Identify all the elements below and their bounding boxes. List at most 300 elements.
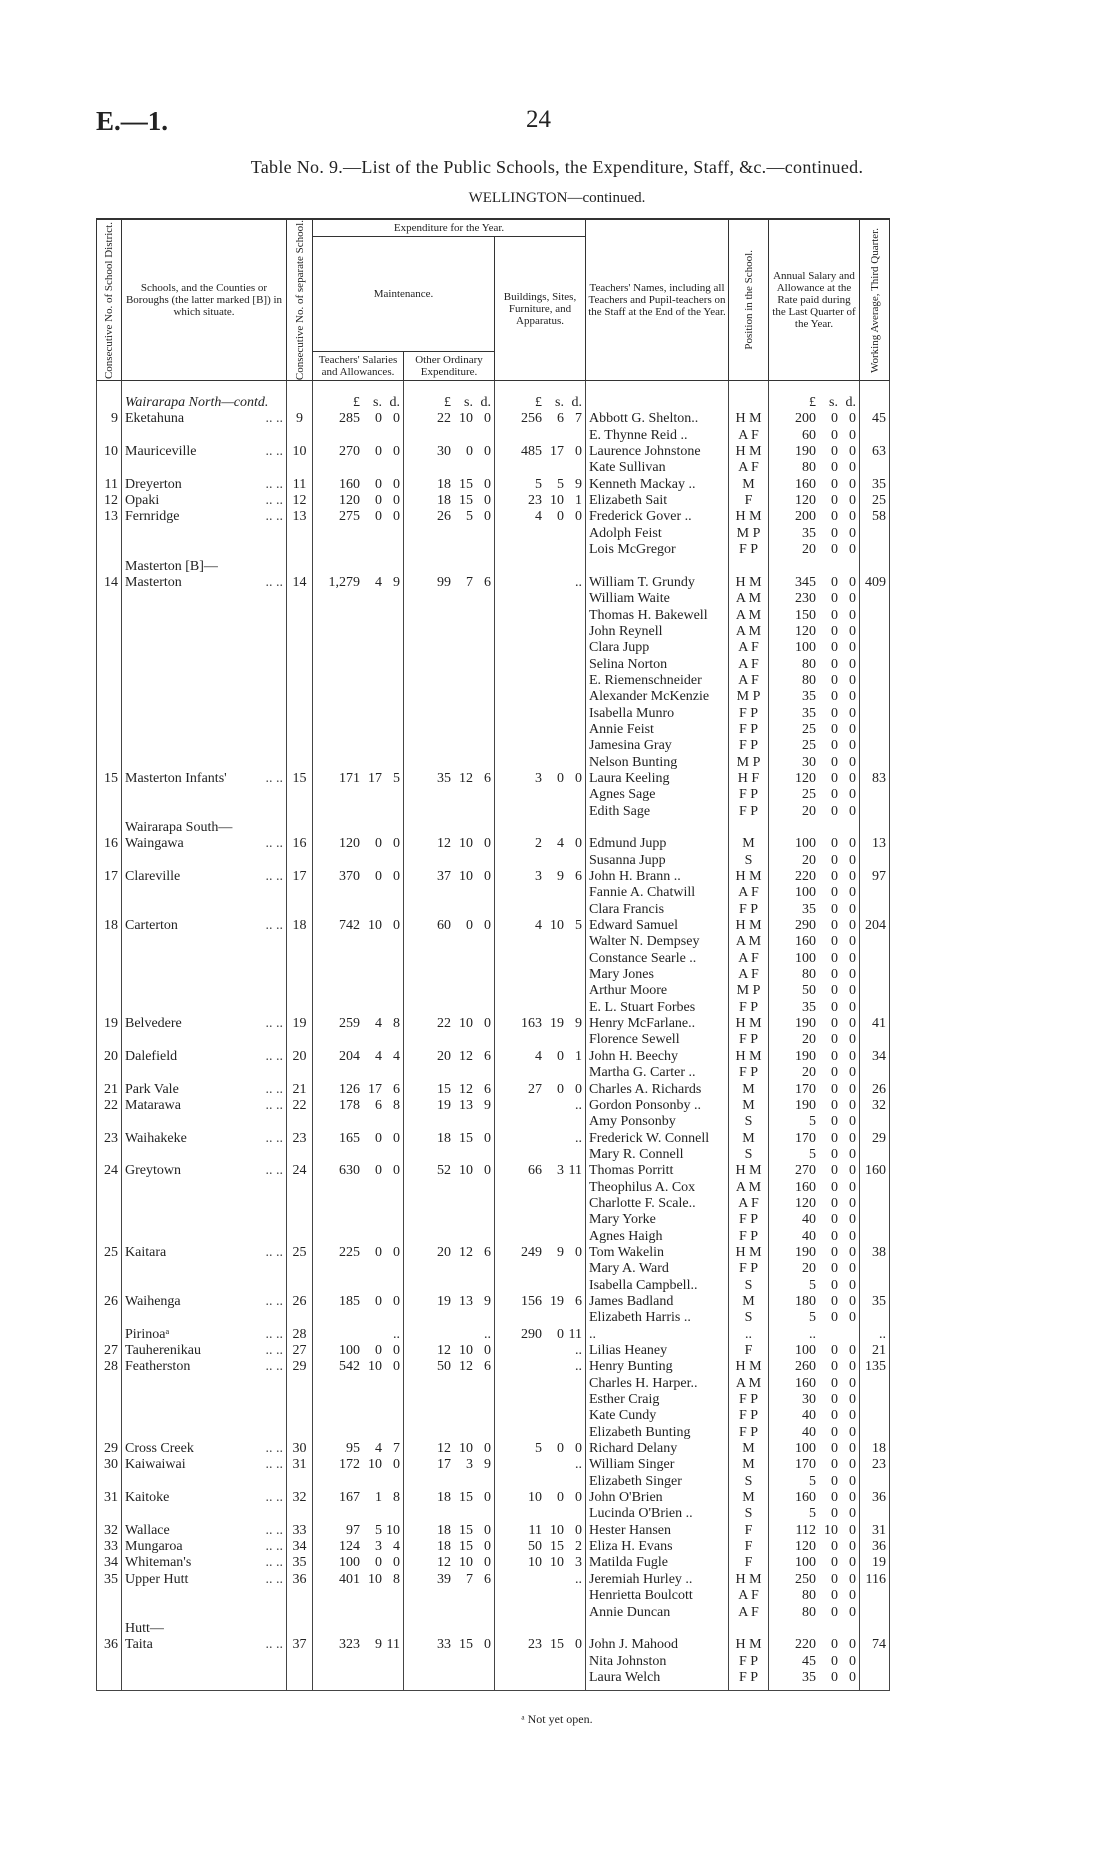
salary-pounds: 20 bbox=[802, 1065, 816, 1081]
separate-school-number: 12 bbox=[292, 493, 307, 509]
table-row bbox=[97, 1294, 890, 1327]
salary-shillings: 0 bbox=[831, 656, 838, 672]
salary-pence: 0 bbox=[849, 885, 856, 901]
salary-shillings: 0 bbox=[831, 476, 838, 492]
salary-shillings: 0 bbox=[831, 460, 838, 476]
salary-pence: 0 bbox=[849, 444, 856, 460]
teacher-position: F bbox=[744, 493, 753, 509]
table-row bbox=[97, 575, 890, 771]
salary-pence: 0 bbox=[849, 1048, 856, 1064]
teacher-position: F P bbox=[738, 738, 759, 754]
amount-pounds: 12 bbox=[437, 1441, 451, 1457]
amount-pence: 0 bbox=[393, 1163, 400, 1179]
salary-pounds: 190 bbox=[795, 1097, 816, 1113]
amount-pence: 9 bbox=[393, 574, 400, 590]
separate-school-number: 34 bbox=[292, 1539, 307, 1555]
leader-dots: .. .. bbox=[265, 1326, 283, 1342]
amount-shillings: 4 bbox=[375, 1441, 382, 1457]
leader-dots: .. .. bbox=[265, 574, 283, 590]
salary-shillings: 0 bbox=[831, 1408, 838, 1424]
teacher-position: F P bbox=[738, 1669, 759, 1685]
salary-pence: 0 bbox=[849, 1130, 856, 1146]
amount-pence: 9 bbox=[484, 1457, 491, 1473]
leader-dots: .. .. bbox=[265, 1048, 283, 1064]
working-average: 83 bbox=[872, 770, 886, 786]
leader-dots: .. .. bbox=[265, 509, 283, 525]
unit-shilling: s. bbox=[464, 395, 473, 411]
amount-pounds: 225 bbox=[339, 1244, 360, 1260]
leader-dots: .. .. bbox=[265, 1016, 283, 1032]
salary-pence: 0 bbox=[849, 770, 856, 786]
salary-pence: 0 bbox=[849, 542, 856, 558]
amount-shillings: 0 bbox=[466, 444, 473, 460]
salary-pounds: 20 bbox=[802, 542, 816, 558]
salary-pence: 0 bbox=[849, 1016, 856, 1032]
amount-pence: 0 bbox=[484, 869, 491, 885]
amount-pounds: 18 bbox=[437, 1130, 451, 1146]
amount-shillings: 13 bbox=[459, 1097, 473, 1113]
amount-shillings: 4 bbox=[375, 574, 382, 590]
amount-pence: 5 bbox=[575, 918, 582, 934]
working-average: 38 bbox=[872, 1244, 886, 1260]
unit-pound: £ bbox=[353, 395, 360, 411]
teacher-name: Clara Francis bbox=[589, 901, 665, 917]
salary-shillings: 0 bbox=[831, 754, 838, 770]
salary-shillings: 0 bbox=[831, 1588, 838, 1604]
amount-shillings: 0 bbox=[375, 836, 382, 852]
salary-pence: 0 bbox=[849, 836, 856, 852]
amount-shillings: 0 bbox=[375, 509, 382, 525]
amount-pounds: 156 bbox=[521, 1293, 542, 1309]
separate-school-number: 35 bbox=[292, 1555, 307, 1571]
school-name: Taita bbox=[125, 1637, 153, 1653]
leader-dots: .. .. bbox=[265, 836, 283, 852]
salary-pence: 0 bbox=[849, 1228, 856, 1244]
teacher-position: H M bbox=[735, 444, 762, 460]
separate-school-number: 10 bbox=[292, 444, 307, 460]
amount-pence: 5 bbox=[393, 770, 400, 786]
separate-school-number: 23 bbox=[292, 1130, 307, 1146]
salary-pounds: 112 bbox=[795, 1522, 816, 1538]
working-average: 35 bbox=[872, 1293, 886, 1309]
salary-shillings: 0 bbox=[831, 640, 838, 656]
teacher-position: A M bbox=[735, 607, 762, 623]
table-row bbox=[97, 444, 890, 477]
teacher-position: F P bbox=[738, 1261, 759, 1277]
teacher-name: Adolph Feist bbox=[589, 525, 662, 541]
teacher-position: F P bbox=[738, 1408, 759, 1424]
amount-shillings: 9 bbox=[557, 1244, 564, 1260]
salary-pounds: 35 bbox=[802, 705, 816, 721]
amount-pence: 6 bbox=[484, 574, 491, 590]
amount-shillings: 15 bbox=[550, 1539, 564, 1555]
teacher-name: Florence Sewell bbox=[589, 1032, 680, 1048]
school-name: Kaiwaiwai bbox=[125, 1457, 186, 1473]
amount-pounds: 22 bbox=[437, 1016, 451, 1032]
teacher-name: Kenneth Mackay .. bbox=[589, 476, 696, 492]
teacher-name: Frederick Gover .. bbox=[589, 509, 692, 525]
unit-pound: £ bbox=[535, 395, 542, 411]
salary-pounds: 40 bbox=[802, 1228, 816, 1244]
school-name: Belvedere bbox=[125, 1016, 182, 1032]
leader-dots: .. .. bbox=[265, 1457, 283, 1473]
separate-school-number: 24 bbox=[292, 1163, 307, 1179]
amount-pence: 4 bbox=[393, 1539, 400, 1555]
working-average: 36 bbox=[872, 1539, 886, 1555]
teacher-position: A M bbox=[735, 1375, 762, 1391]
teacher-position: A M bbox=[735, 1179, 762, 1195]
amount-pence: 0 bbox=[484, 918, 491, 934]
teacher-position: H M bbox=[735, 918, 762, 934]
teacher-position: F P bbox=[738, 787, 759, 803]
amount-pounds: 160 bbox=[339, 476, 360, 492]
school-name: Kaitoke bbox=[125, 1490, 170, 1506]
salary-pence: 0 bbox=[849, 689, 856, 705]
amount-pounds: 23 bbox=[528, 493, 542, 509]
col-district-header: Consecutive No. of School District. bbox=[97, 219, 122, 381]
salary-shillings: 0 bbox=[831, 950, 838, 966]
amount-pounds: 100 bbox=[339, 1343, 360, 1359]
district-number: 30 bbox=[104, 1457, 118, 1473]
teacher-name: Mary Yorke bbox=[589, 1212, 656, 1228]
district-number: 13 bbox=[104, 509, 118, 525]
amount-pence: 0 bbox=[484, 1343, 491, 1359]
teacher-position: M bbox=[742, 1130, 755, 1146]
teacher-position: M P bbox=[736, 689, 761, 705]
amount-shillings: 15 bbox=[459, 1522, 473, 1538]
amount-pounds: 485 bbox=[521, 444, 542, 460]
amount-shillings: 0 bbox=[375, 869, 382, 885]
table-row bbox=[97, 836, 890, 869]
amount-shillings: 13 bbox=[459, 1293, 473, 1309]
amount-shillings: 1 bbox=[375, 1490, 382, 1506]
teacher-position: H M bbox=[735, 1163, 762, 1179]
unit-pound: £ bbox=[809, 395, 816, 411]
amount-shillings: 4 bbox=[375, 1016, 382, 1032]
separate-school-number: 11 bbox=[292, 476, 307, 492]
teacher-name: Agnes Sage bbox=[589, 787, 656, 803]
district-number: 11 bbox=[104, 476, 118, 492]
salary-shillings: 0 bbox=[831, 901, 838, 917]
district-number: 12 bbox=[104, 493, 118, 509]
amount-pence: 9 bbox=[484, 1097, 491, 1113]
table-row bbox=[97, 1490, 890, 1523]
salary-pounds: 80 bbox=[802, 672, 816, 688]
salary-shillings: 0 bbox=[831, 770, 838, 786]
salary-pounds: 40 bbox=[802, 1408, 816, 1424]
teacher-name: Nita Johnston bbox=[589, 1653, 667, 1669]
salary-pence: 0 bbox=[849, 1653, 856, 1669]
salary-pence: 0 bbox=[849, 1293, 856, 1309]
separate-school-number: 30 bbox=[292, 1441, 307, 1457]
salary-shillings: 0 bbox=[831, 1146, 838, 1162]
teacher-name: Elizabeth Bunting bbox=[589, 1424, 691, 1440]
amount-pence: 0 bbox=[484, 493, 491, 509]
salary-pounds: 100 bbox=[795, 1343, 816, 1359]
district-number: 24 bbox=[104, 1163, 118, 1179]
teacher-position: A F bbox=[738, 656, 759, 672]
salary-shillings: 0 bbox=[831, 1604, 838, 1620]
salary-pence: 0 bbox=[849, 1310, 856, 1326]
salary-pence: 0 bbox=[849, 1212, 856, 1228]
salary-pounds: 100 bbox=[795, 640, 816, 656]
working-average: 13 bbox=[872, 836, 886, 852]
amount-pounds: 167 bbox=[339, 1490, 360, 1506]
amount-pence: 9 bbox=[575, 476, 582, 492]
col-teachers-header: Teachers' Names, including all Teachers and Pupil-teachers on the Staff at the End of the Year. bbox=[586, 219, 729, 381]
salary-shillings: 0 bbox=[831, 1457, 838, 1473]
teacher-name: Thomas Porritt bbox=[589, 1163, 674, 1179]
salary-shillings: 0 bbox=[831, 1310, 838, 1326]
amount-pounds: 12 bbox=[437, 1555, 451, 1571]
salary-shillings: 0 bbox=[831, 509, 838, 525]
separate-school-number: 22 bbox=[292, 1097, 307, 1113]
working-average: 74 bbox=[872, 1637, 886, 1653]
salary-pence: 0 bbox=[849, 918, 856, 934]
amount-pounds: 26 bbox=[437, 509, 451, 525]
teacher-name: Amy Ponsonby bbox=[589, 1114, 676, 1130]
amount-shillings: 0 bbox=[557, 1326, 564, 1342]
amount-shillings: 0 bbox=[375, 444, 382, 460]
group-label: Wairarapa South— bbox=[125, 820, 233, 836]
salary-shillings: 0 bbox=[831, 1163, 838, 1179]
salary-pence: 0 bbox=[849, 869, 856, 885]
teacher-position: A F bbox=[738, 950, 759, 966]
teacher-position: A F bbox=[738, 427, 759, 443]
salary-shillings: 0 bbox=[831, 574, 838, 590]
amount-pence: 0 bbox=[575, 1441, 582, 1457]
amount-pence: 0 bbox=[484, 1016, 491, 1032]
footnote: ᵃ Not yet open. bbox=[521, 1712, 593, 1726]
district-number: 21 bbox=[104, 1081, 118, 1097]
salary-shillings: 0 bbox=[831, 1244, 838, 1260]
amount-pence: 0 bbox=[575, 1490, 582, 1506]
amount-pence: 0 bbox=[393, 1343, 400, 1359]
salary-pounds: 5 bbox=[809, 1473, 816, 1489]
salary-shillings: 0 bbox=[831, 1195, 838, 1211]
teacher-name: Henrietta Boulcott bbox=[589, 1588, 693, 1604]
teacher-name: Jeremiah Hurley .. bbox=[589, 1571, 693, 1587]
amount-pounds: 50 bbox=[528, 1539, 542, 1555]
amount-shillings: 0 bbox=[375, 1244, 382, 1260]
table-row bbox=[97, 1539, 890, 1555]
teacher-name: Richard Delany bbox=[589, 1441, 678, 1457]
teacher-position: A F bbox=[738, 967, 759, 983]
salary-shillings: 10 bbox=[824, 1522, 838, 1538]
teacher-position: A M bbox=[735, 623, 762, 639]
separate-school-number: 31 bbox=[292, 1457, 307, 1473]
salary-pence: 0 bbox=[849, 803, 856, 819]
amount-shillings: 4 bbox=[375, 1048, 382, 1064]
amount-shillings: 19 bbox=[550, 1016, 564, 1032]
amount-pounds: 323 bbox=[339, 1637, 360, 1653]
separate-school-number: 19 bbox=[292, 1016, 307, 1032]
teacher-name: Gordon Ponsonby .. bbox=[589, 1097, 702, 1113]
amount-pounds: 275 bbox=[339, 509, 360, 525]
amount-shillings: 17 bbox=[368, 770, 382, 786]
leader-dots: .. .. bbox=[265, 1441, 283, 1457]
teacher-position: H M bbox=[735, 1016, 762, 1032]
amount-shillings: 0 bbox=[557, 1490, 564, 1506]
amount-pence: 4 bbox=[393, 1048, 400, 1064]
units-row bbox=[97, 381, 890, 412]
leader-dots: .. .. bbox=[265, 1343, 283, 1359]
amount-shillings: 6 bbox=[557, 411, 564, 427]
amount-pounds: 4 bbox=[535, 1048, 542, 1064]
teacher-name: Eliza H. Evans bbox=[589, 1539, 673, 1555]
amount-pence: 0 bbox=[393, 1359, 400, 1375]
teacher-position: A M bbox=[735, 934, 762, 950]
report-reference: E.—1. bbox=[96, 106, 169, 136]
amount-shillings: 3 bbox=[557, 1163, 564, 1179]
salary-pence: 0 bbox=[849, 1032, 856, 1048]
working-average: 41 bbox=[872, 1016, 886, 1032]
teacher-name: Charles H. Harper.. bbox=[589, 1375, 698, 1391]
teacher-name: E. Riemenschneider bbox=[589, 672, 702, 688]
unit-pound: £ bbox=[444, 395, 451, 411]
amount-shillings: 10 bbox=[368, 1359, 382, 1375]
salary-pence: 0 bbox=[849, 1408, 856, 1424]
page-number: 24 bbox=[526, 106, 551, 133]
amount-shillings: 10 bbox=[368, 918, 382, 934]
salary-pounds: .. bbox=[809, 1326, 816, 1342]
salary-pounds: 200 bbox=[795, 509, 816, 525]
amount-pounds: 256 bbox=[521, 411, 542, 427]
school-name: Waingawa bbox=[125, 836, 184, 852]
teacher-position: F bbox=[744, 1539, 753, 1555]
separate-school-number: 29 bbox=[292, 1359, 307, 1375]
amount-pence: 6 bbox=[484, 770, 491, 786]
group-row bbox=[97, 820, 890, 836]
teacher-name: Edmund Jupp bbox=[589, 836, 667, 852]
salary-shillings: 0 bbox=[831, 623, 838, 639]
school-name: Mauriceville bbox=[125, 444, 197, 460]
amount-pounds: 120 bbox=[339, 836, 360, 852]
salary-pounds: 345 bbox=[795, 574, 816, 590]
salary-pence: 0 bbox=[849, 640, 856, 656]
amount-pence: 9 bbox=[484, 1293, 491, 1309]
col-annual-header: Annual Salary and Allowance at the Rate paid during the Last Quarter of the Year. bbox=[769, 219, 860, 381]
salary-pounds: 5 bbox=[809, 1146, 816, 1162]
salary-pence: 0 bbox=[849, 1065, 856, 1081]
amount-pence: 6 bbox=[484, 1081, 491, 1097]
teacher-position: A F bbox=[738, 1195, 759, 1211]
salary-pence: 0 bbox=[849, 1277, 856, 1293]
amount-pounds: 163 bbox=[521, 1016, 542, 1032]
salary-pence: 0 bbox=[849, 509, 856, 525]
amount-pounds: 11 bbox=[528, 1522, 542, 1538]
school-name: Cross Creek bbox=[125, 1441, 194, 1457]
amount-shillings: 10 bbox=[459, 869, 473, 885]
amount-shillings: 10 bbox=[550, 918, 564, 934]
amount-shillings: 9 bbox=[375, 1637, 382, 1653]
amount-pence: 0 bbox=[393, 476, 400, 492]
salary-shillings: 0 bbox=[831, 493, 838, 509]
salary-shillings: 0 bbox=[831, 1506, 838, 1522]
group-row bbox=[97, 1621, 890, 1637]
salary-pence: 0 bbox=[849, 1261, 856, 1277]
salary-pence: 0 bbox=[849, 1669, 856, 1685]
amount-pence: 1 bbox=[575, 493, 582, 509]
salary-pounds: 30 bbox=[802, 754, 816, 770]
amount-pounds: 178 bbox=[339, 1097, 360, 1113]
table-row bbox=[97, 1016, 890, 1049]
amount-pounds: 12 bbox=[437, 1343, 451, 1359]
teacher-name: Isabella Munro bbox=[589, 705, 675, 721]
district-number: 31 bbox=[104, 1490, 118, 1506]
teacher-name: Isabella Campbell.. bbox=[589, 1277, 698, 1293]
teacher-name: Mary A. Ward bbox=[589, 1261, 669, 1277]
salary-pounds: 80 bbox=[802, 656, 816, 672]
salary-shillings: 0 bbox=[831, 672, 838, 688]
amount-pence: 11 bbox=[568, 1326, 582, 1342]
separate-school-number: 26 bbox=[292, 1293, 307, 1309]
separate-school-number: 33 bbox=[292, 1522, 307, 1538]
district-number: 22 bbox=[104, 1097, 118, 1113]
amount-pounds: 95 bbox=[346, 1441, 360, 1457]
teacher-position: M P bbox=[736, 525, 761, 541]
table-row bbox=[97, 477, 890, 493]
salary-shillings: 0 bbox=[831, 934, 838, 950]
salary-shillings: 0 bbox=[831, 591, 838, 607]
amount-shillings: 0 bbox=[375, 1130, 382, 1146]
amount-shillings: 0 bbox=[557, 1441, 564, 1457]
salary-shillings: 0 bbox=[831, 1571, 838, 1587]
amount-pounds: 10 bbox=[528, 1555, 542, 1571]
teacher-name: Thomas H. Bakewell bbox=[589, 607, 708, 623]
salary-pounds: 45 bbox=[802, 1653, 816, 1669]
teacher-name: John Reynell bbox=[589, 623, 663, 639]
salary-pence: 0 bbox=[849, 1114, 856, 1130]
amount-shillings: 5 bbox=[557, 476, 564, 492]
salary-pounds: 5 bbox=[809, 1114, 816, 1130]
district-number: 33 bbox=[104, 1539, 118, 1555]
amount-pence: 0 bbox=[393, 493, 400, 509]
amount-pounds: 290 bbox=[521, 1326, 542, 1342]
salary-pence: 0 bbox=[849, 1539, 856, 1555]
amount-pence: 11 bbox=[568, 1163, 582, 1179]
salary-pounds: 100 bbox=[795, 885, 816, 901]
table-row bbox=[97, 1572, 890, 1621]
salary-shillings: 0 bbox=[831, 689, 838, 705]
salary-pounds: 80 bbox=[802, 967, 816, 983]
amount-shillings: 10 bbox=[368, 1457, 382, 1473]
amount-nil: .. bbox=[575, 1571, 582, 1587]
separate-school-number: 37 bbox=[292, 1637, 307, 1653]
amount-nil: .. bbox=[393, 1326, 400, 1342]
salary-shillings: 0 bbox=[831, 1375, 838, 1391]
working-average: 45 bbox=[872, 411, 886, 427]
amount-pounds: 18 bbox=[437, 1522, 451, 1538]
group-row bbox=[97, 559, 890, 575]
group-label: Masterton [B]— bbox=[125, 558, 218, 574]
salary-shillings: 0 bbox=[831, 967, 838, 983]
school-name: Eketahuna bbox=[125, 411, 185, 427]
teacher-name: Kate Cundy bbox=[589, 1408, 657, 1424]
salary-pounds: 150 bbox=[795, 607, 816, 623]
salary-pence: 0 bbox=[849, 1392, 856, 1408]
working-average: 23 bbox=[872, 1457, 886, 1473]
salary-pounds: 20 bbox=[802, 1261, 816, 1277]
table-row bbox=[97, 771, 890, 820]
school-name: Whiteman's bbox=[125, 1555, 192, 1571]
amount-shillings: 7 bbox=[466, 1571, 473, 1587]
working-average: 19 bbox=[872, 1555, 886, 1571]
amount-shillings: 3 bbox=[375, 1539, 382, 1555]
salary-pounds: 80 bbox=[802, 1604, 816, 1620]
teacher-position: F bbox=[744, 1555, 753, 1571]
amount-shillings: 4 bbox=[557, 836, 564, 852]
